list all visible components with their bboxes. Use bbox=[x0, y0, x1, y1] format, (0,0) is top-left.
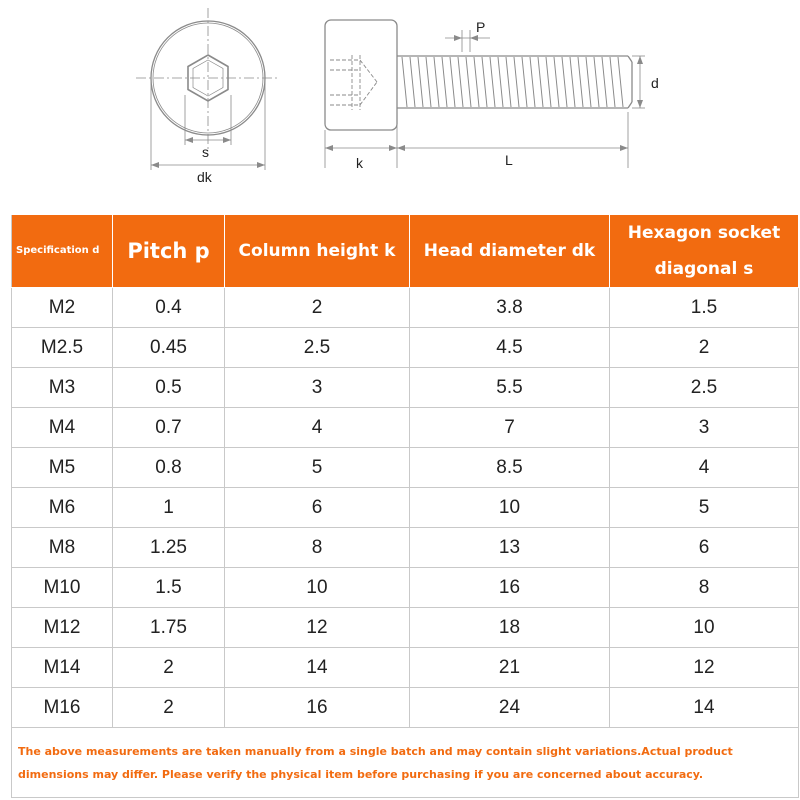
specification-table bbox=[11, 214, 799, 798]
bolt-side-view bbox=[325, 20, 645, 168]
cell-hex: 14 bbox=[610, 688, 799, 728]
table-row bbox=[12, 608, 799, 648]
header-hex-socket: Hexagon socket diagonal s bbox=[610, 215, 799, 288]
cell-height: 5 bbox=[225, 448, 410, 488]
table-row bbox=[12, 328, 799, 368]
cell-height: 14 bbox=[225, 648, 410, 688]
cell-spec: M14 bbox=[12, 648, 113, 688]
cell-height: 10 bbox=[225, 568, 410, 608]
dim-d-label: d bbox=[651, 75, 659, 91]
cell-head: 4.5 bbox=[410, 328, 610, 368]
header-column-height: Column height k bbox=[225, 215, 410, 288]
cell-height: 6 bbox=[225, 488, 410, 528]
header-specification: Specification d bbox=[12, 215, 113, 288]
cell-head: 7 bbox=[410, 408, 610, 448]
cell-pitch: 1.5 bbox=[113, 568, 225, 608]
cell-height: 3 bbox=[225, 368, 410, 408]
table-row bbox=[12, 288, 799, 328]
table-row bbox=[12, 368, 799, 408]
cell-head: 24 bbox=[410, 688, 610, 728]
table-row bbox=[12, 488, 799, 528]
cell-pitch: 0.7 bbox=[113, 408, 225, 448]
table-row bbox=[12, 528, 799, 568]
dim-p-label: P bbox=[476, 19, 486, 35]
cell-hex: 2.5 bbox=[610, 368, 799, 408]
cell-head: 5.5 bbox=[410, 368, 610, 408]
cell-hex: 5 bbox=[610, 488, 799, 528]
cell-height: 8 bbox=[225, 528, 410, 568]
table-row bbox=[12, 648, 799, 688]
cell-spec: M3 bbox=[12, 368, 113, 408]
cell-hex: 2 bbox=[610, 328, 799, 368]
cell-pitch: 0.5 bbox=[113, 368, 225, 408]
dim-s-label: s bbox=[202, 144, 209, 160]
cell-pitch: 1 bbox=[113, 488, 225, 528]
cell-head: 16 bbox=[410, 568, 610, 608]
cell-hex: 8 bbox=[610, 568, 799, 608]
cell-height: 12 bbox=[225, 608, 410, 648]
dim-dk-label: dk bbox=[197, 169, 212, 185]
cell-height: 4 bbox=[225, 408, 410, 448]
table-header-row bbox=[12, 215, 799, 288]
cell-spec: M6 bbox=[12, 488, 113, 528]
table-row bbox=[12, 448, 799, 488]
header-pitch: Pitch p bbox=[113, 215, 225, 288]
cell-hex: 10 bbox=[610, 608, 799, 648]
cell-spec: M10 bbox=[12, 568, 113, 608]
table-row bbox=[12, 688, 799, 728]
cell-head: 10 bbox=[410, 488, 610, 528]
cell-pitch: 0.45 bbox=[113, 328, 225, 368]
cell-pitch: 0.4 bbox=[113, 288, 225, 328]
cell-pitch: 1.25 bbox=[113, 528, 225, 568]
cell-pitch: 1.75 bbox=[113, 608, 225, 648]
cell-pitch: 2 bbox=[113, 688, 225, 728]
cell-height: 2 bbox=[225, 288, 410, 328]
cell-spec: M4 bbox=[12, 408, 113, 448]
cell-spec: M8 bbox=[12, 528, 113, 568]
cell-hex: 3 bbox=[610, 408, 799, 448]
dim-k-label: k bbox=[356, 155, 363, 171]
cell-spec: M5 bbox=[12, 448, 113, 488]
cell-hex: 4 bbox=[610, 448, 799, 488]
cell-hex: 1.5 bbox=[610, 288, 799, 328]
dim-l-label: L bbox=[505, 152, 513, 168]
accuracy-disclaimer-note: The above measurements are taken manually from a single batch and may contain slight variations.Actual product dimensions may differ. Please verify the physical item before purchasing if you are concerned about accuracy. bbox=[12, 728, 799, 798]
cell-pitch: 0.8 bbox=[113, 448, 225, 488]
cell-spec: M2.5 bbox=[12, 328, 113, 368]
header-head-diameter: Head diameter dk bbox=[410, 215, 610, 288]
cell-pitch: 2 bbox=[113, 648, 225, 688]
table-row bbox=[12, 408, 799, 448]
cell-hex: 12 bbox=[610, 648, 799, 688]
table-row bbox=[12, 568, 799, 608]
cell-height: 16 bbox=[225, 688, 410, 728]
cell-hex: 6 bbox=[610, 528, 799, 568]
cell-height: 2.5 bbox=[225, 328, 410, 368]
cell-head: 21 bbox=[410, 648, 610, 688]
bolt-dimension-drawing bbox=[0, 0, 800, 210]
cell-head: 13 bbox=[410, 528, 610, 568]
cell-spec: M2 bbox=[12, 288, 113, 328]
cell-head: 3.8 bbox=[410, 288, 610, 328]
cell-head: 8.5 bbox=[410, 448, 610, 488]
cell-spec: M12 bbox=[12, 608, 113, 648]
cell-spec: M16 bbox=[12, 688, 113, 728]
table-note-row bbox=[12, 728, 799, 798]
cell-head: 18 bbox=[410, 608, 610, 648]
